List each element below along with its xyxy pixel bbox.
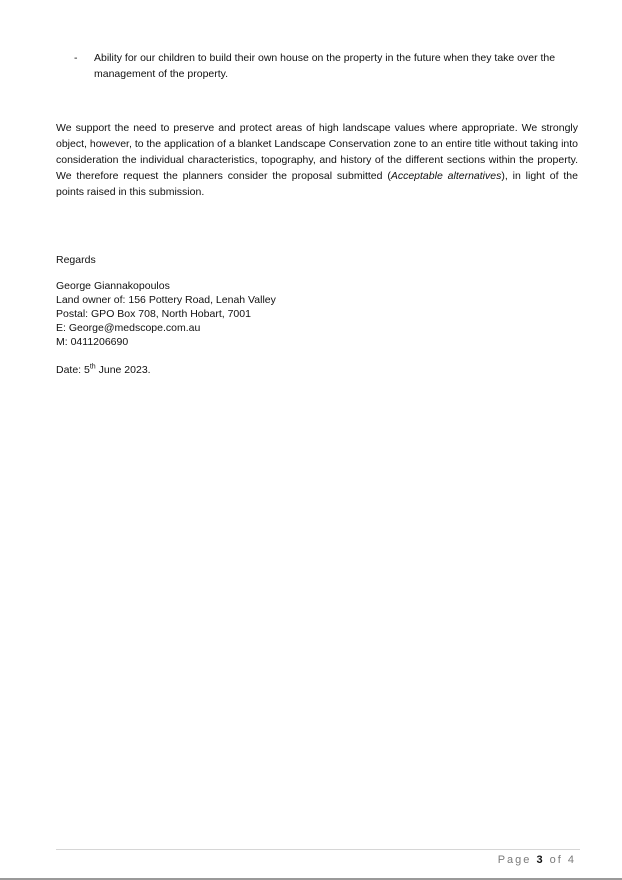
email-address: E: George@medscope.com.au (56, 322, 201, 334)
page-footer (498, 852, 576, 868)
document-date (56, 362, 151, 378)
date-suffix: June 2023. (95, 364, 151, 376)
signature-block (56, 279, 276, 349)
bullet-list (74, 50, 584, 82)
body-paragraph (56, 120, 578, 200)
page-word: Page (497, 854, 537, 866)
page-total: of 4 (544, 854, 576, 866)
signatory-name: George Giannakopoulos (56, 280, 170, 292)
paragraph-text-before: We support the need to preserve and protect areas of high landscape values where appropriate. We strongly object, however, to the application of a blanket Landscape Conservation zone to an entire title without taking into consideration the individual characteristics, topography, and history of the different sections within the property. We therefore request the planners consider the proposal submitted ( (56, 122, 578, 182)
date-ordinal-suffix: th (89, 363, 96, 371)
paragraph-italic-text: Acceptable alternatives (390, 170, 502, 182)
page-number: 3 (536, 854, 545, 866)
closing-regards: Regards (56, 254, 96, 266)
footer-divider (56, 849, 580, 850)
postal-address: Postal: GPO Box 708, North Hobart, 7001 (56, 308, 251, 320)
list-item (74, 50, 584, 82)
mobile-number: M: 0411206690 (56, 336, 129, 348)
land-owner-address: Land owner of: 156 Pottery Road, Lenah Valley (56, 294, 276, 306)
paragraph-text-after: ), in light of the points raised in this submission. (56, 170, 578, 198)
bullet-text: Ability for our children to build their own house on the property in the future when they take over the management of the property. (94, 52, 556, 80)
bullet-dash: - (74, 52, 78, 64)
date-prefix: Date: 5 (56, 364, 90, 376)
